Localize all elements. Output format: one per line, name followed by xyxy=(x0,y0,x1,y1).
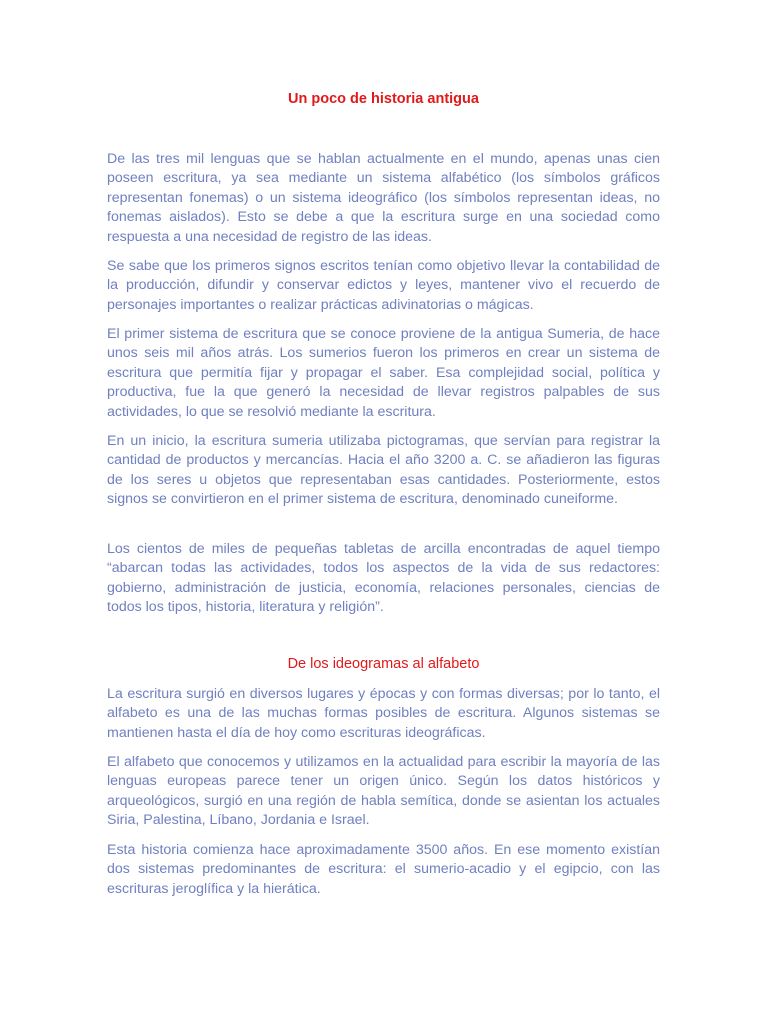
paragraph-tabletas: Los cientos de miles de pequeñas tabletas de arcilla encontradas de aquel tiempo “abarcan todas las actividades, todos los aspectos de la vida de sus redactores: gobierno, administración de justicia, economía, relaciones personales, ciencias de todos los tipos, historia, literatura y religión”. xyxy=(107,541,660,616)
section-title-historia-antigua: Un poco de historia antigua xyxy=(288,91,479,107)
paragraph-sumeria: El primer sistema de escritura que se conoce proviene de la antigua Sumeria, de hace unos seis mil años atrás. Los sumerios fueron los primeros en crear un sistema de escritura que permitía fijar y propagar el saber. Esa complejidad social, política y productiva, fue la que generó la necesidad de llevar registros palpables de sus actividades, lo que se resolvió mediante la escritura. xyxy=(107,326,660,420)
paragraph-escritura-surgio: La escritura surgió en diversos lugares y épocas y con formas diversas; por lo tanto, el alfabeto es una de las muchas formas posibles de escritura. Algunos sistemas se mantienen hasta el día de hoy como escrituras ideográficas. xyxy=(107,686,660,741)
paragraph-lenguas: De las tres mil lenguas que se hablan actualmente en el mundo, apenas unas cien poseen escritura, ya sea mediante un sistema alfabético (los símbolos gráficos representan fonemas) o un sistema ideográfico (los símbolos representan ideas, no fonemas aislados). Esto se debe a que la escritura surge en una sociedad como respuesta a una necesidad de registro de las ideas. xyxy=(107,151,660,245)
section-title-ideogramas-alfabeto: De los ideogramas al alfabeto xyxy=(287,656,480,672)
paragraph-historia-3500: Esta historia comienza hace aproximadamente 3500 años. En ese momento existían dos sistemas predominantes de escritura: el sumerio-acadio y el egipcio, con las escrituras jeroglífica y la hierática. xyxy=(107,842,660,897)
paragraph-pictogramas: En un inicio, la escritura sumeria utilizaba pictogramas, que servían para registrar la cantidad de productos y mercancías. Hacia el año 3200 a. C. se añadieron las figuras de los seres u objetos que representaban esas cantidades. Posteriormente, estos signos se convirtieron en el primer sistema de escritura, denominado cuneiforme. xyxy=(107,433,660,508)
paragraph-alfabeto-origen: El alfabeto que conocemos y utilizamos en la actualidad para escribir la mayoría de las lenguas europeas parece tener un origen único. Según los datos históricos y arqueológicos, surgió en una región de habla semítica, donde se asientan los actuales Siria, Palestina, Líbano, Jordania e Israel. xyxy=(107,754,660,829)
paragraph-primeros-signos: Se sabe que los primeros signos escritos tenían como objetivo llevar la contabilidad de la producción, difundir y conservar edictos y leyes, mantener vivo el recuerdo de personajes importantes o realizar prácticas adivinatorias o mágicas. xyxy=(107,258,660,313)
